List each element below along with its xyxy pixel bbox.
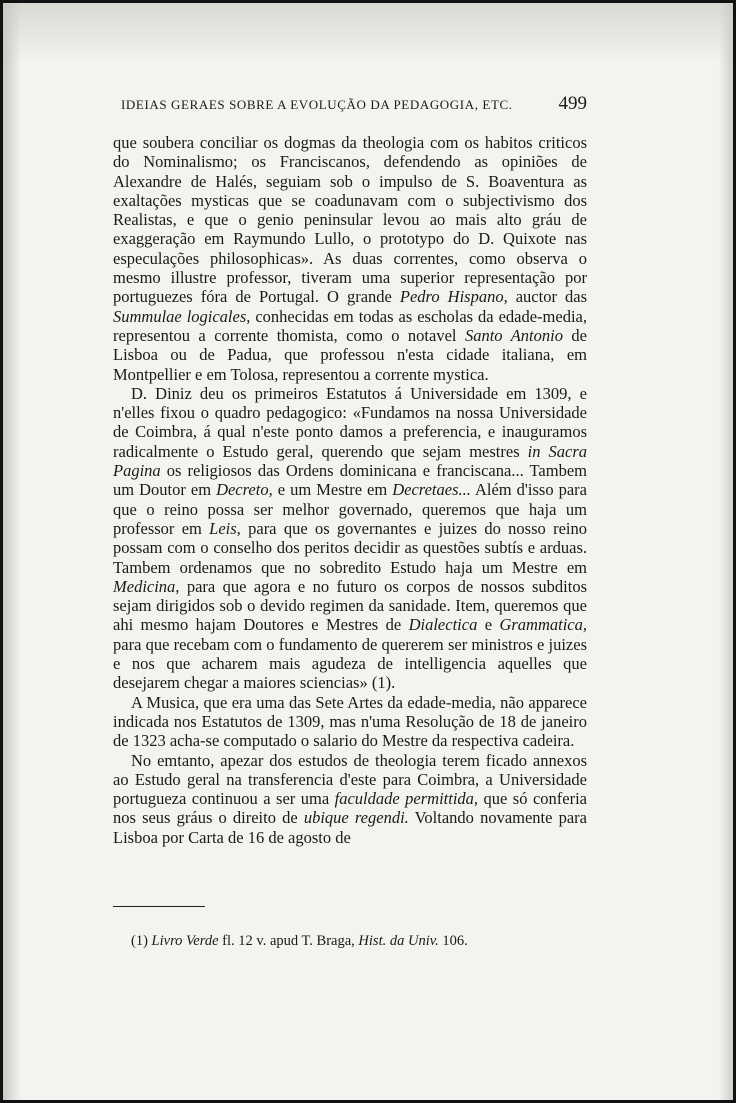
paragraph-4-run-1-italic: faculdade permittida,: [334, 789, 479, 809]
page-header: [121, 93, 587, 115]
paragraph-2-run-13-italic: Grammatica,: [499, 615, 588, 635]
paragraph-4-run-4: Voltando novamente para Lisboa por Carta de 16 de agosto de: [113, 808, 587, 847]
paragraph-2-run-4: e um Mestre em: [272, 480, 393, 500]
paragraph-2-run-12: e: [477, 615, 500, 635]
paragraph-1-run-1-italic: Pedro Hispano,: [399, 287, 508, 307]
paragraph-3-run-0: A Musica, que era uma das Sete Artes da edade-media, não apparece indicada nos Estatutos de 1309, mas n'uma Resolução de 18 de janeiro de 1323 acha-se computado o salario do Mestre da respectiva cadeira.: [113, 692, 587, 751]
paragraph-2-run-11-italic: Dialectica: [408, 615, 478, 635]
paragraph-2-run-2: os religiosos das Ordens dominicana e franciscana... Tambem um Doutor em: [113, 461, 587, 500]
paragraph-1-run-4: conhecidas em todas as escholas da edade-media, representou a corrente thomista, como o notavel: [113, 306, 587, 345]
paragraph-2: [113, 384, 587, 693]
paragraph-4-run-2: que só conferia nos seus gráus o direito de: [113, 789, 587, 828]
paragraph-1-run-3-italic: Summulae logicales,: [113, 306, 251, 326]
paragraph-1-run-0: que soubera conciliar os dogmas da theologia com os habitos criticos do Nominalismo; os Franciscanos, defendendo as opiniões de Alexandre de Halés, seguiam sob o impulso de S. Boaventura as exaltações mysticas que se coadunavam com o subjectivismo dos Realistas, e que o genio peninsular levou ao mais alto gráu de exaggeração em Raymundo Lullo, o prototypo do D. Quixote nas especulações philosophicas». As duas correntes, como observa o mesmo illustre professor, tiveram uma superior representação por portuguezes fóra de Portugal. O grande: [113, 133, 587, 307]
paragraph-4: [113, 751, 587, 847]
page-edge-shadow-right: [719, 3, 733, 1100]
paragraph-1-run-2: auctor das: [507, 287, 587, 307]
footnote-run-3-italic: Hist. da Univ.: [358, 933, 439, 949]
footnote-run-1-italic: Livro Verde: [151, 933, 219, 949]
body-text: [113, 133, 587, 847]
footnote: [131, 932, 591, 950]
running-head: IDEIAS GERAES SOBRE A EVOLUÇÃO DA PEDAGOGIA, ETC.: [121, 97, 513, 112]
page-number: 499: [558, 93, 587, 114]
paragraph-2-run-6: Além d'isso para que o reino possa ser melhor governado, queremos que haja um professor em: [113, 480, 587, 538]
paragraph-1-run-6: de Lisboa ou de Padua, que professou n'esta cidade italiana, em Montpellier e em Tolosa, representou a corrente mystica.: [113, 325, 587, 384]
paragraph-2-run-3-italic: Decreto,: [216, 480, 273, 500]
paragraph-2-run-14: para que recebam com o fundamento de quererem ser ministros e juizes e nos que acharem mais agudeza de intelligencia aquelles que desejarem chegar a maiores sciencias» (1).: [113, 634, 587, 693]
paragraph-2-run-10: para que agora e no futuro os corpos de nossos subditos sejam dirigidos sob o devido regimen da sanidade. Item, queremos que ahi mesmo hajam Doutores e Mestres de: [113, 576, 587, 635]
paragraph-1-run-5-italic: Santo Antonio: [464, 325, 563, 345]
page-edge-shadow-left: [3, 3, 21, 1100]
footnote-run-4: 106.: [438, 933, 468, 949]
paragraph-2-run-9-italic: Medicina,: [113, 576, 180, 596]
footnote-run-2: fl. 12 v. apud T. Braga,: [218, 933, 359, 949]
paragraph-4-run-0: No emtanto, apezar dos estudos de theologia terem ficado annexos ao Estudo geral na transferencia d'este para Coimbra, a Universidade portugueza continuou a ser uma: [113, 750, 587, 809]
paragraph-1: [113, 133, 587, 384]
paragraph-2-run-0: D. Diniz deu os primeiros Estatutos á Universidade em 1309, e n'elles fixou o quadro pedagogico: «Fundamos na nossa Universidade de Coimbra, á qual n'este ponto damos a preferencia, e inauguramos radicalmente o Estudo geral, querendo que sejam mestres: [113, 383, 587, 461]
paragraph-3: [113, 693, 587, 751]
paragraph-4-run-3-italic: ubique regendi.: [303, 808, 409, 828]
paragraph-2-run-1-italic: in Sacra Pagina: [113, 441, 587, 481]
footnote-run-0: (1): [131, 933, 152, 949]
paragraph-2-run-7-italic: Leis,: [209, 518, 241, 538]
footnote-separator: [113, 906, 205, 907]
paragraph-2-run-8: para que os governantes e juizes do nosso reino possam com o conselho dos peritos decidir as questões subtís e arduas. Tambem ordenamos que no sobredito Estudo haja um Mestre em: [113, 518, 587, 577]
paragraph-2-run-5-italic: Decretaes...: [392, 480, 471, 500]
